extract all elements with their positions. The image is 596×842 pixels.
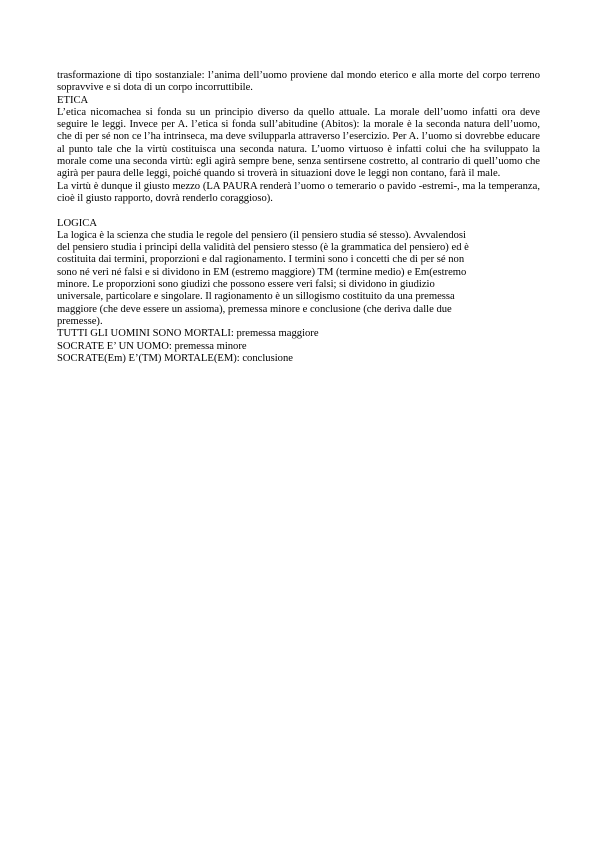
logica-line: minore. Le proporzioni sono giudizi che possono essere veri falsi; si dividono in giudizio [57, 279, 435, 291]
logica-paragraph [57, 230, 540, 328]
logica-line: costituita dai termini, proporzioni e dal ragionamento. I termini sono i concetti che di per sé non [57, 254, 465, 266]
paragraph-spacer [57, 205, 540, 217]
syllogism-minor-premise: SOCRATE E’ UN UOMO: premessa minore [57, 340, 247, 352]
syllogism-example [57, 328, 540, 365]
etica-heading: ETICA [57, 94, 89, 106]
etica-paragraph-2: La virtù è dunque il giusto mezzo (LA PAURA renderà l’uomo o temerario o pavido -estremi-, ma la temperanza, cioè il giusto rapporto, dovrà renderlo coraggioso). [57, 180, 540, 204]
logica-line: sono né veri né falsi e si dividono in EM (estremo maggiore) TM (termine medio) e Em(estremo [57, 266, 467, 278]
etica-paragraph-1: L’etica nicomachea si fonda su un principio diverso da quello attuale. La morale dell’uomo infatti ora deve seguire le leggi. Invece per A. l’etica si fonda sull’abitudine (Abitos): la morale è la seconda natura dell’uomo, che di per sé non ce l’ha intrinseca, ma deve svilupparla attraverso l’esercizio. Per A. l’uomo si dovrebbe educare al punto tale che la virtù costituisca una seconda natura. L’uomo virtuoso è infatti colui che ha sviluppato la morale come una seconda virtù: egli agirà sempre bene, senza sentirsene costretto, al contrario di quell’uomo che agirà per paura delle leggi, poiché quando si troverà in situazioni dove le leggi non contano, farà il male. [57, 106, 540, 180]
logica-line: maggiore (che deve essere un assioma), premessa minore e conclusione (che deriva dalle due [57, 303, 452, 315]
logica-line: La logica è la scienza che studia le regole del pensiero (il pensiero studia sé stesso). Avvalendosi [57, 229, 466, 241]
logica-line: premesse). [57, 315, 103, 327]
logica-line: del pensiero studia i principi della validità del pensiero stesso (è la grammatica del pensiero) ed è [57, 242, 469, 254]
logica-heading: LOGICA [57, 217, 98, 229]
syllogism-conclusion: SOCRATE(Em) E’(TM) MORTALE(EM): conclusione [57, 352, 293, 364]
document-page [57, 70, 540, 365]
syllogism-major-premise: TUTTI GLI UOMINI SONO MORTALI: premessa maggiore [57, 328, 319, 340]
intro-paragraph: trasformazione di tipo sostanziale: l’anima dell’uomo proviene dal mondo eterico e alla morte del corpo terreno sopravvive e si dota di un corpo incorruttibile. [57, 70, 540, 94]
logica-line: universale, particolare e singolare. Il ragionamento è un sillogismo costituito da una premessa [57, 291, 455, 303]
